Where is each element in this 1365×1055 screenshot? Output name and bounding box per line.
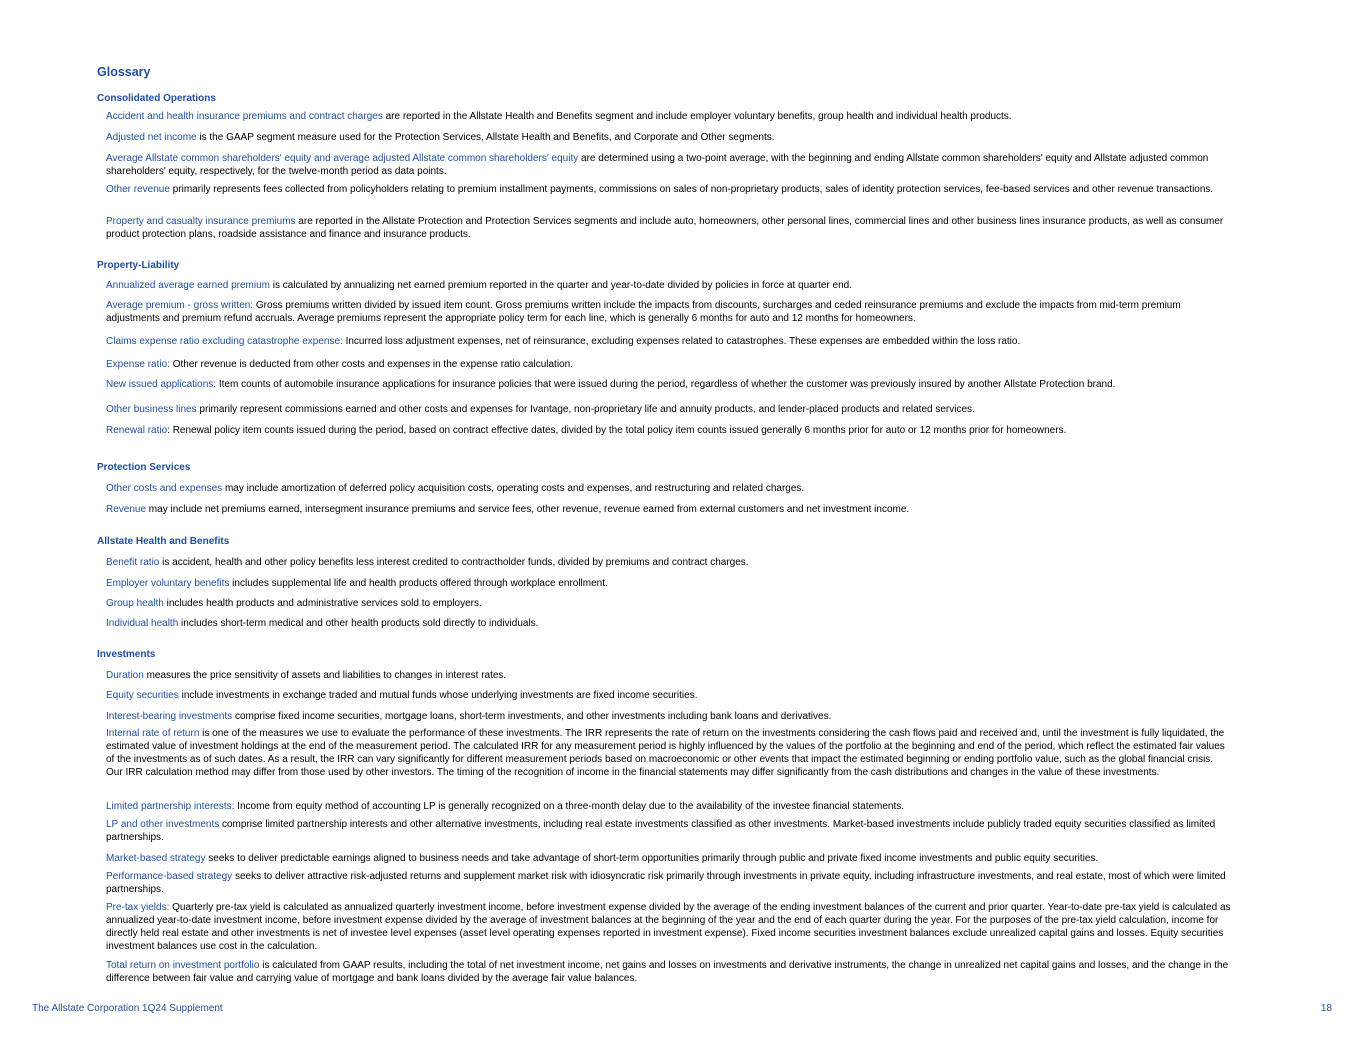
- glossary-term: Group health: [106, 598, 164, 609]
- glossary-entry: [106, 335, 1231, 348]
- glossary-definition: are reported in the Allstate Protection and Protection Services segments and include auto, homeowners, other personal lines, commercial lines and other business lines insurance products, as well as consumer product protection plans, roadside assistance and finance and insurance products.: [106, 216, 1224, 240]
- glossary-entry: [106, 959, 1231, 985]
- glossary-definition: Other revenue is deducted from other costs and expenses in the expense ratio calculation.: [169, 359, 573, 370]
- glossary-definition: Income from equity method of accounting LP is generally recognized on a three-month delay due to the availability of the investee financial statements.: [234, 801, 905, 812]
- glossary-term: Other costs and expenses: [106, 483, 223, 494]
- glossary-definition: Item counts of automobile insurance applications for insurance policies that were issued during the period, regardless of whether the customer was previously insured by another Allstate Protection brand.: [216, 379, 1116, 390]
- glossary-term: Annualized average earned premium: [106, 280, 270, 291]
- glossary-entry: [106, 358, 1231, 371]
- glossary-definition: Gross premiums written divided by issued item count. Gross premiums written include the impacts from discounts, surcharges and ceded reinsurance premiums and exclude the impacts from mid-term premium adjustments and premium refund accruals. Average premiums represent the appropriate policy term for each line, which is generally 6 months for auto and 12 months for homeowners.: [106, 300, 1181, 324]
- glossary-definition: is the GAAP segment measure used for the Protection Services, Allstate Health and Benefits, and Corporate and Other segments.: [196, 132, 775, 143]
- glossary-term: Revenue: [106, 504, 147, 515]
- glossary-entry: [106, 131, 1231, 144]
- glossary-term: Duration: [106, 670, 144, 681]
- glossary-definition: seeks to deliver attractive risk-adjusted returns and supplement market risk with idiosyncratic risk primarily through investments in private equity, including infrastructure investments, and real estate, most of which were limited partnerships.: [106, 871, 1226, 895]
- glossary-definition: : Renewal policy item counts issued during the period, based on contract effective dates, divided by the total policy item counts issued generally 6 months prior for auto or 12 months prior for homeowners.: [167, 425, 1067, 436]
- glossary-entry: [106, 215, 1231, 241]
- glossary-definition: includes short-term medical and other health products sold directly to individuals.: [178, 618, 539, 629]
- glossary-term: Adjusted net income: [106, 132, 197, 143]
- glossary-definition: includes supplemental life and health products offered through workplace enrollment.: [229, 578, 608, 589]
- glossary-entry: [106, 727, 1231, 779]
- glossary-term: Employer voluntary benefits: [106, 578, 230, 589]
- glossary-term: Other business lines: [106, 404, 197, 415]
- glossary-definition: measures the price sensitivity of assets and liabilities to changes in interest rates.: [143, 670, 507, 681]
- glossary-entry: [106, 800, 1231, 813]
- page-title: Glossary: [97, 65, 151, 79]
- glossary-definition: include investments in exchange traded and mutual funds whose underlying investments are fixed income securities.: [178, 690, 698, 701]
- glossary-term: Expense ratio:: [106, 359, 170, 370]
- glossary-definition: comprise limited partnership interests and other alternative investments, including real estate investments classified as other investments. Market-based investments include publicly traded equity securities classified as limited partnerships.: [106, 819, 1216, 843]
- glossary-definition: may include amortization of deferred policy acquisition costs, operating costs and expenses, and restructuring and related charges.: [222, 483, 805, 494]
- glossary-entry: [106, 299, 1231, 325]
- glossary-entry: [106, 482, 1231, 495]
- glossary-term: Total return on investment portfolio: [106, 960, 260, 971]
- glossary-entry: [106, 577, 1231, 590]
- glossary-definition: are reported in the Allstate Health and Benefits segment and include employer voluntary benefits, group health and individual health products.: [382, 111, 1012, 122]
- glossary-definition: Incurred loss adjustment expenses, net of reinsurance, excluding expenses related to catastrophes. These expenses are embedded within the loss ratio.: [342, 336, 1021, 347]
- glossary-term: LP and other investments: [106, 819, 220, 830]
- glossary-term: Performance-based strategy: [106, 871, 233, 882]
- glossary-entry: [106, 617, 1231, 630]
- glossary-entry: [106, 503, 1231, 516]
- glossary-entry: [106, 852, 1231, 865]
- glossary-term: Equity securities: [106, 690, 179, 701]
- glossary-entry: [106, 152, 1231, 178]
- glossary-term: Limited partnership interests:: [106, 801, 235, 812]
- glossary-definition: are determined using a two-point average, with the beginning and ending Allstate common shareholders' equity and Allstate adjusted common shareholders' equity, respectively, for the twelve-month period as data points.: [106, 153, 1209, 177]
- glossary-entry: [106, 818, 1231, 844]
- glossary-entry: [106, 901, 1231, 953]
- footer-document-title: The Allstate Corporation 1Q24 Supplement: [32, 1003, 223, 1014]
- footer-page-number: 18: [1320, 1003, 1332, 1014]
- glossary-definition: includes health products and administrative services sold to employers.: [163, 598, 482, 609]
- section-heading-property-liability: Property-Liability: [97, 260, 180, 271]
- glossary-term: Accident and health insurance premiums and contract charges: [106, 111, 383, 122]
- glossary-entry: [106, 710, 1231, 723]
- glossary-entry: [106, 110, 1231, 123]
- glossary-term: Interest-bearing investments: [106, 711, 233, 722]
- glossary-term: Property and casualty insurance premiums: [106, 216, 296, 227]
- glossary-entry: [106, 556, 1231, 569]
- glossary-entry: [106, 183, 1231, 196]
- glossary-entry: [106, 870, 1231, 896]
- glossary-definition: seeks to deliver predictable earnings aligned to business needs and take advantage of short-term opportunities primarily through public and private fixed income investments and public equity securities.: [205, 853, 1099, 864]
- glossary-definition: Quarterly pre-tax yield is calculated as annualized quarterly investment income, before investment expense divided by the average of the ending investment balances of the current and prior quarter. Year-to-date pre-tax yield is calculated as annualized year-to-date investment income, before investment expense divided by the average of investment balances at the beginning of the year and the end of each quarter during the year. For the purposes of the pre-tax yield calculation, income for directly held real estate and other investments is net of investee level expenses (asset level operating expenses reported in investment expense). Fixed income securities investment balances exclude unrealized capital gains and losses. Equity securities investment balances use cost in the calculation.: [106, 902, 1231, 952]
- section-heading-protection-services: Protection Services: [97, 462, 191, 473]
- glossary-term: Average Allstate common shareholders' equity and average adjusted Allstate common shareholders' equity: [106, 153, 579, 164]
- glossary-entry: [106, 403, 1231, 416]
- glossary-term: New issued applications:: [106, 379, 217, 390]
- glossary-definition: is one of the measures we use to evaluate the performance of these investments. The IRR represents the rate of return on the investments considering the cash flows paid and received and, until the investment is fully liquidated, the estimated value of investment holdings at the end of the measurement period. The calculated IRR for any measurement period is highly influenced by the values of the portfolio at the beginning and end of the period, which reflect the estimated fair values of the investments as of such dates. As a result, the IRR can vary significantly for different measurement periods based on macroeconomic or other events that impact the estimated beginning or ending portfolio value, such as the global financial crisis. Our IRR calculation method may differ from those used by other investors. The timing of the recognition of income in the financial statements may differ significantly from the cash distributions and changes in the value of these investments.: [106, 728, 1225, 778]
- glossary-definition: primarily represents fees collected from policyholders relating to premium installment payments, commissions on sales of non-proprietary products, sales of identity protection services, fee-based services and other revenue transactions.: [169, 184, 1214, 195]
- section-heading-investments: Investments: [97, 649, 156, 660]
- glossary-term: Individual health: [106, 618, 179, 629]
- glossary-definition: is calculated from GAAP results, including the total of net investment income, net gains and losses on investments and derivative instruments, the change in unrealized net capital gains and losses, and the change in the difference between fair value and carrying value of mortgage and bank loans divided by the average fair value balances.: [106, 960, 1229, 984]
- glossary-entry: [106, 279, 1231, 292]
- glossary-term: Other revenue: [106, 184, 170, 195]
- glossary-entry: [106, 424, 1231, 437]
- glossary-entry: [106, 669, 1231, 682]
- glossary-entry: [106, 378, 1231, 391]
- glossary-term: Pre-tax yields:: [106, 902, 170, 913]
- glossary-entry: [106, 689, 1231, 702]
- glossary-definition: primarily represent commissions earned and other costs and expenses for Ivantage, non-proprietary life and annuity products, and lender-placed products and related services.: [196, 404, 975, 415]
- section-heading-allstate-health-and-benefits: Allstate Health and Benefits: [97, 536, 230, 547]
- glossary-definition: may include net premiums earned, intersegment insurance premiums and service fees, other revenue, revenue earned from external customers and net investment income.: [146, 504, 910, 515]
- section-heading-consolidated-operations: Consolidated Operations: [97, 93, 216, 104]
- glossary-definition: is accident, health and other policy benefits less interest credited to contractholder funds, divided by premiums and contract charges.: [159, 557, 749, 568]
- glossary-term: Renewal ratio: [106, 425, 168, 436]
- glossary-term: Market-based strategy: [106, 853, 206, 864]
- glossary-entry: [106, 597, 1231, 610]
- glossary-definition: comprise fixed income securities, mortgage loans, short-term investments, and other investments including bank loans and derivatives.: [232, 711, 832, 722]
- glossary-definition: is calculated by annualizing net earned premium reported in the quarter and year-to-date divided by policies in force at quarter end.: [270, 280, 853, 291]
- glossary-term: Average premium - gross written:: [106, 300, 254, 311]
- glossary-term: Claims expense ratio excluding catastrophe expense:: [106, 336, 343, 347]
- glossary-term: Benefit ratio: [106, 557, 160, 568]
- glossary-term: Internal rate of return: [106, 728, 200, 739]
